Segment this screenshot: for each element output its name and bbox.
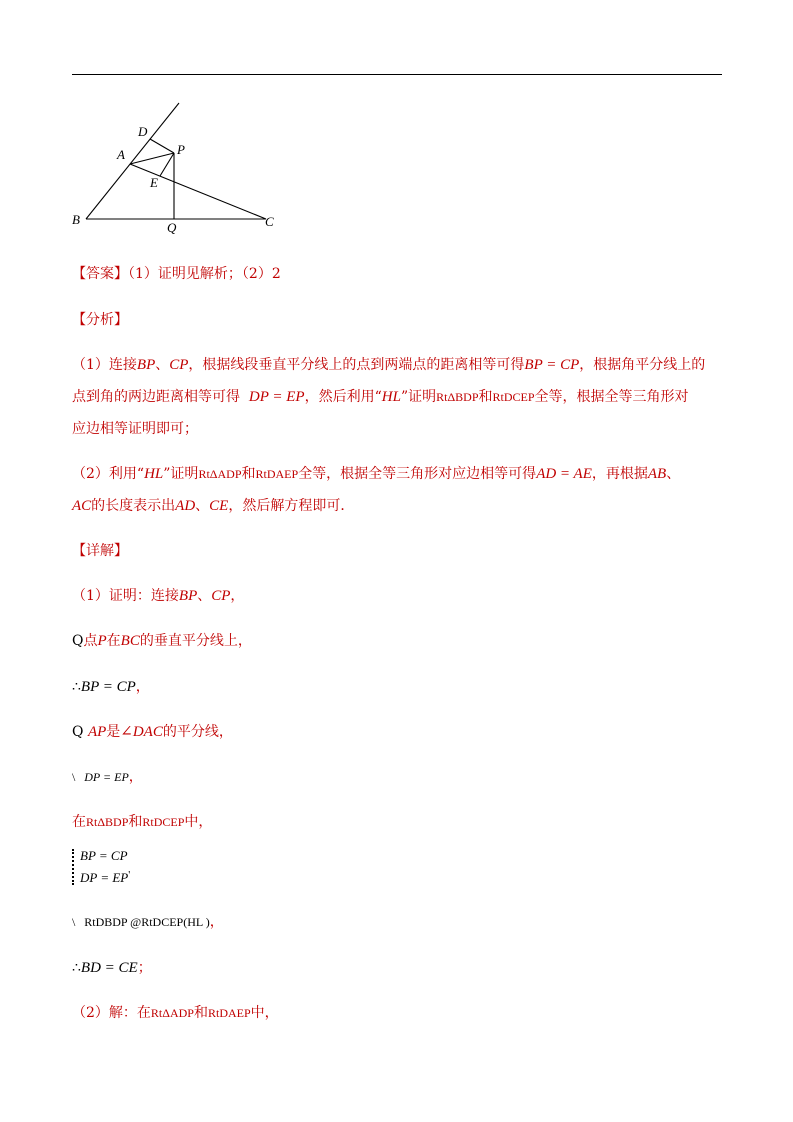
analysis-p2-line2: AC的长度表示出AD、CE，然后解方程即可． <box>72 498 355 514</box>
label-D: D <box>138 124 148 139</box>
detail-line-9: ∴BD = CE； <box>72 960 152 976</box>
detail-line-8: \ RtDBDP @RtDCEP(HL )， <box>72 914 224 930</box>
line-AP <box>130 153 174 164</box>
analysis-p1-line3: 应边相等证明即可； <box>72 421 198 437</box>
analysis-tag: 【分析】 <box>72 312 128 328</box>
detail-line-3: ∴BP = CP， <box>72 679 150 695</box>
label-Q: Q <box>167 220 177 235</box>
answer-tag: 【答案】 <box>72 266 128 282</box>
system-row-2: DP = EP' <box>80 869 131 885</box>
detail-tag: 【详解】 <box>72 543 128 559</box>
label-B: B <box>72 212 80 227</box>
equation-system <box>72 848 272 888</box>
label-E: E <box>150 175 158 190</box>
line-DP <box>150 139 174 153</box>
detail-line-5: \ DP = EP， <box>72 769 143 785</box>
therefore-symbol: ∴ <box>72 960 81 976</box>
label-P: P <box>177 142 185 157</box>
system-row-1: BP = CP <box>80 848 128 863</box>
line-AC <box>130 164 266 219</box>
therefore-symbol: ∴ <box>72 679 81 695</box>
because-symbol: Q <box>72 724 84 740</box>
detail-line-2: Q点P在BC的垂直平分线上， <box>72 633 252 649</box>
analysis-p2-line1: （2）利用“HL”证明RtΔADP和RtDAEP全等，根据全等三角形对应边相等可得AD = AE，再根据AB、 <box>72 466 681 482</box>
analysis-p1-line1: （1）连接BP、CP，根据线段垂直平分线上的点到两端点的距离相等可得BP = CP，根据角平分线上的 <box>72 357 706 373</box>
geometry-figure <box>66 96 286 238</box>
therefore-symbol: \ <box>72 770 76 784</box>
analysis-p1-line2: 点到角的两边距离相等可得 DP = EP，然后利用“HL”证明RtΔBDP和RtDCEP全等，根据全等三角形对 <box>72 389 689 405</box>
label-C: C <box>265 214 274 229</box>
answer-text: （1）证明见解析；（2）2 <box>128 266 281 282</box>
detail-line-4: Q AP是∠DAC的平分线， <box>72 724 233 740</box>
label-A: A <box>117 147 125 162</box>
detail-line-1: （1）证明：连接BP、CP， <box>72 588 245 604</box>
header-rule <box>72 74 722 75</box>
detail-line-10: （2）解：在RtΔADP和RtDAEP中， <box>72 1005 279 1021</box>
detail-line-6: 在RtΔBDP和RtDCEP中， <box>72 814 213 830</box>
because-symbol: Q <box>72 633 84 649</box>
answer-line <box>72 263 727 283</box>
brace-icon <box>72 849 77 885</box>
line-BD <box>86 103 179 219</box>
